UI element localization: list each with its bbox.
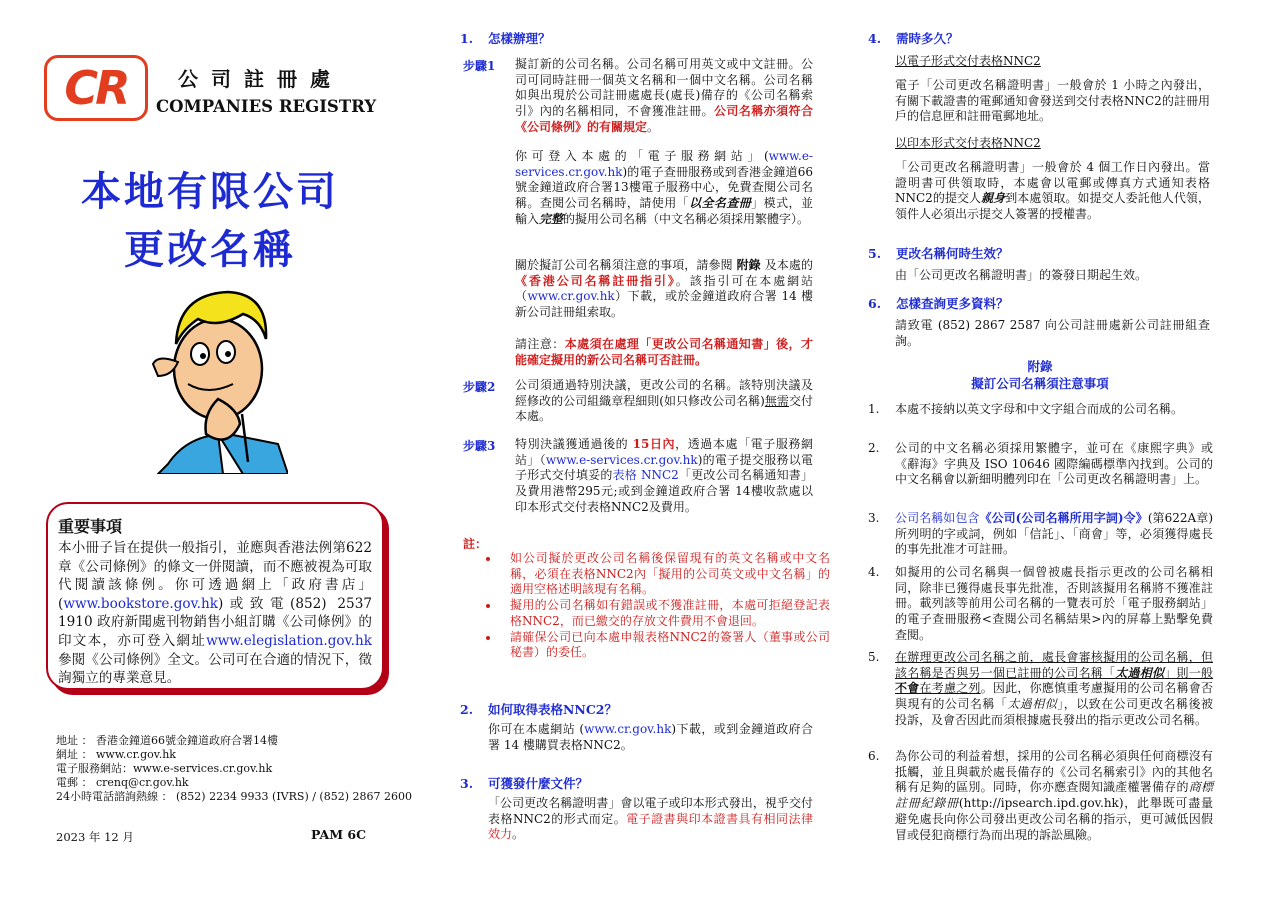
section-5-heading: 5. 更改名稱何時生效？ <box>868 246 1009 261</box>
section-6-heading: 6. 怎樣查詢更多資料？ <box>868 296 1009 311</box>
appendix-title: 附錄 擬訂公司名稱須注意事項 <box>971 359 1109 391</box>
notes-label: 註： <box>463 537 488 551</box>
thinking-man-illustration <box>148 284 288 474</box>
section-2-heading: 2. 如何取得表格NNC2？ <box>460 702 617 717</box>
section-4-sub-paper: 以印本形式交付表格NNC2 <box>895 136 1041 150</box>
eservices-link-2[interactable]: www.e-services.cr.gov.hk <box>545 452 698 467</box>
section-1-heading: 1. 怎樣辦理？ <box>460 31 551 46</box>
step-3-label: 步驟3 <box>463 439 496 453</box>
appendix-item-6: 6. 為你公司的利益着想，採用的公司名稱必須與任何商標沒有抵觸，並且與載於處長備存的《公司名稱索引》內的其他名稱有足夠的區別。同時，你亦應查閱知識產權署備存的商標註冊紀錄冊(http://ipsearch.ipd.gov.hk)，此舉既可盡量避免處長向你公司發出更改公司名稱的指示，更可減低因假冒或侵犯商標行為而出現的訴訟風險。 <box>868 749 1213 842</box>
publish-date: 2023 年 12 月 <box>56 830 134 844</box>
cr-logo: CR <box>44 55 148 121</box>
important-notice-box <box>46 502 384 690</box>
middle-column <box>455 0 830 897</box>
section-2-text: 你可在本處網站 (www.cr.gov.hk)下載，或到金鐘道政府合署 14 樓購買表格NNC2。 <box>488 722 813 752</box>
pamphlet-code: PAM 6C <box>311 827 367 842</box>
org-name-en: COMPANIES REGISTRY <box>156 97 377 116</box>
cover-column <box>0 0 420 897</box>
contact-info <box>56 734 412 804</box>
step-2-label: 步驟2 <box>463 380 496 394</box>
step-1-label: 步驟1 <box>463 59 496 73</box>
note-item: • 如公司擬於更改公司名稱後保留現有的英文名稱或中文名稱，必須在表格NNC2內「擬用的公司英文或中文名稱」的適用空格述明該現有名稱。 <box>500 551 830 598</box>
org-name-zh: 公司註冊處 <box>178 67 343 91</box>
bookstore-link[interactable]: www.bookstore.gov.hk <box>63 595 218 612</box>
elegislation-link[interactable]: www.elegislation.gov.hk <box>206 632 372 649</box>
notice-heading: 重要事項 <box>58 517 123 536</box>
contact-address: 地址 ： 香港金鐘道66號金鐘道政府合署14樓 <box>56 734 278 747</box>
form-nnc2-link[interactable]: 表格 NNC2 <box>612 468 679 483</box>
section-4-text-electronic: 電子「公司更改名稱證明書」一般會於 1 小時之內發出，有關下載證書的電郵通知會發送到交付表格NNC2的註冊用戶的信息匣和註冊電郵地址。 <box>895 78 1210 124</box>
section-4-sub-electronic: 以電子形式交付表格NNC2 <box>895 54 1041 68</box>
step-1-attention: 請注意：本處須在處理「更改公司名稱通知書」後，才能確定擬用的新公司名稱可否註冊。 <box>515 337 813 367</box>
page-title-line1: 本地有限公司 <box>81 168 339 215</box>
section-6-text: 請致電 (852) 2867 2587 向公司註冊處新公司註冊組查詢。 <box>895 318 1210 348</box>
step-2-text: 公司須通過特別決議，更改公司的名稱。該特別決議及經修改的公司組織章程細則(如只修改公司名稱)無需交付本處。 <box>515 378 813 424</box>
appendix-item-1: 1. 本處不接納以英文字母和中文字組合而成的公司名稱。 <box>868 402 1184 416</box>
appendix-item-4: 4. 如擬用的公司名稱與一個曾被處長指示更改的公司名稱相同，除非已獲得處長事先批准，否則該擬用名稱將不獲准註冊。載列該等前用公司名稱的一覽表可於「電子服務網站」 的電子查冊服務<查閱公司名稱結果>內的屏幕上點擊免費查閱。 <box>868 565 1213 642</box>
step-1-text-c: 關於擬訂公司名稱須注意的事項，請參閱 附錄 及本處的《香港公司名稱註冊指引》。該指引可在本處網站（www.cr.gov.hk）下載，或於金鐘道政府合署 14 樓新公司註冊組索取。 <box>515 258 813 320</box>
section-4-text-paper: 「公司更改名稱證明書」一般會於 4 個工作日內發出。當證明書可供領取時，本處會以電郵或傳真方式通知表格NNC2的提交人親身到本處領取。如提交人委託他人代領，領件人必須出示提交人簽署的授權書。 <box>895 160 1210 222</box>
notice-text: 本小冊子旨在提供一般指引，並應與香港法例第622章《公司條例》的條文一併閱讀，而不應被視為可取代閱讀該條例。你可透過網上「政府書店」(www.bookstore.gov.hk)或致電(852) 2537 1910 政府新聞處刊物銷售小組訂購《公司條例》的印文本，亦可登入網址www.elegislation.gov.hk參閱《公司條例》全文。公司可在合適的情況下，徵詢獨立的專業意見。 <box>58 540 372 687</box>
contact-eservices[interactable]: 電子服務網站：www.e-services.cr.gov.hk <box>56 762 273 775</box>
right-column <box>860 0 1220 897</box>
page-title-line2: 更改名稱 <box>124 226 296 273</box>
appendix-item-2: 2. 公司的中文名稱必須採用繁體字，並可在《康熙字典》或《辭海》字典及 ISO 10646 國際編碼標準內找到。公司的中文名稱會以新細明體列印在「公司更改名稱證明書」上。 <box>868 441 1213 487</box>
name-guideline-link[interactable]: 《香港公司名稱註冊指引》 <box>515 273 676 288</box>
appendix-item-5: 5. 在辦理更改公司名稱之前，處長會審核擬用的公司名稱，但該名稱是否與另一個已註冊的公司名稱「太過相似」則一般不會在考慮之列。因此，你應慎重考慮擬用的公司名稱會否與現有的公司名稱「太過相似」，以致在公司更改名稱後被投訴，及會否因此而須根據處長發出的指示更改公司名稱。 <box>868 650 1213 727</box>
section-3-text: 「公司更改名稱證明書」會以電子或印本形式發出，視乎交付表格NNC2的形式而定。電子證書與印本證書具有相同法律效力。 <box>488 796 813 842</box>
cr-website-link-2[interactable]: www.cr.gov.hk <box>584 722 672 736</box>
section-4-heading: 4. 需時多久？ <box>868 31 959 46</box>
step-1-text-a: 擬訂新的公司名稱。公司名稱可用英文或中文註冊。公司可同時註冊一個英文名稱和一個中文名稱。公司名稱如與出現於公司註冊處處長(處長)備存的《公司名稱索引》內的名稱相同，不會獲准註冊。公司名稱亦須符合《公司條例》的有關規定。 <box>515 57 813 134</box>
cr-website-link[interactable]: www.cr.gov.hk <box>527 289 615 304</box>
section-5-text: 由「公司更改名稱證明書」的簽發日期起生效。 <box>895 268 1148 282</box>
notes-list <box>486 551 830 661</box>
contact-hotline: 24小時電話諮詢熱線 ： (852) 2234 9933 (IVRS) / (852) 2867 2600 <box>56 790 412 803</box>
contact-website[interactable]: 網址 ： www.cr.gov.hk <box>56 748 176 761</box>
step-1-text-b: 你可登入本處的「電子服務網站」(www.e-services.cr.gov.hk)的電子查冊服務或到香港金鐘道66號金鐘道政府合署13樓電子服務中心，免費查閱公司名稱。查閱公司名稱時，請使用「以全名查冊」模式，並輸入完整的擬用公司名稱（中文名稱必須採用繁體字）。 <box>515 149 813 226</box>
contact-email[interactable]: 電郵 ： crenq@cr.gov.hk <box>56 776 189 789</box>
step-3-text: 特別決議獲通過後的 15日內，透過本處「電子服務網站」（www.e-services.cr.gov.hk)的電子提交服務以電子形式交付填妥的表格 NNC2「更改公司名稱通知書」及費用港幣295元;或到金鐘道政府合署 14樓收款處以印本形式交付表格NNC2及費用。 <box>515 437 813 514</box>
appendix-item-3: 3. 公司名稱如包含《公司(公司名稱所用字詞)令》(第622A章)所列明的字或詞，例如「信託」、「商會」等，必須獲得處長的事先批准才可註冊。 <box>868 511 1214 557</box>
note-item: • 請確保公司已向本處申報表格NNC2的簽署人（董事或公司秘書）的委任。 <box>500 630 830 661</box>
eservices-link[interactable]: www.e-services.cr.gov.hk <box>515 149 813 179</box>
note-item: • 擬用的公司名稱如有錯誤或不獲准註冊，本處可拒絕登記表格NNC2，而已繳交的存放文件費用不會退回。 <box>500 598 830 629</box>
section-3-heading: 3. 可獲發什麼文件？ <box>460 776 589 791</box>
